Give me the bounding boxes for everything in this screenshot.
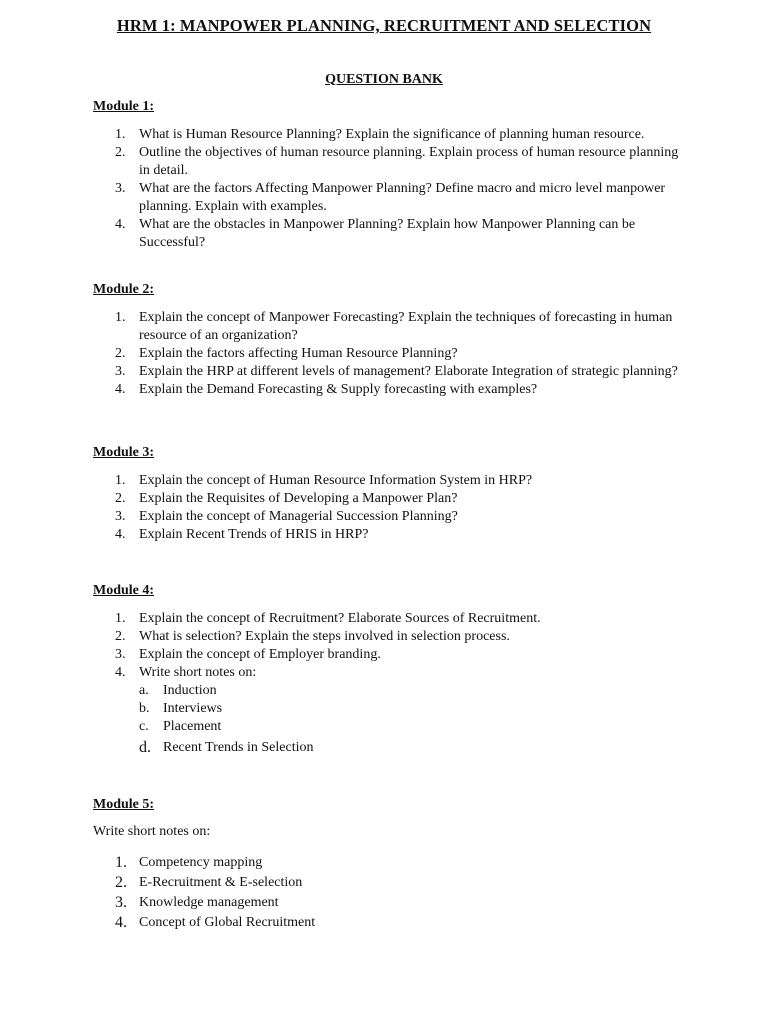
sub-item-letter: d. <box>139 739 151 756</box>
item-number: 4. <box>115 527 126 542</box>
list-item <box>93 628 683 646</box>
list-item <box>93 309 683 345</box>
list-item <box>93 526 683 544</box>
sub-list-item <box>93 718 683 736</box>
item-number: 3. <box>115 181 126 196</box>
module-2-list <box>93 309 683 399</box>
sub-item-text: Recent Trends in Selection <box>163 740 314 755</box>
module-4-heading: Module 4: <box>93 583 155 598</box>
item-text: Explain the concept of Manpower Forecasting? Explain the techniques of forecasting in human resource of an organization? <box>139 310 673 343</box>
list-item <box>93 610 683 628</box>
document-title: HRM 1: MANPOWER PLANNING, RECRUITMENT AND SELECTION <box>116 16 652 35</box>
item-number: 1. <box>115 854 127 871</box>
list-item <box>93 472 683 490</box>
list-item <box>93 381 683 399</box>
module-3-heading: Module 3: <box>93 445 155 460</box>
module-4-list <box>93 610 683 757</box>
item-text: Explain the concept of Managerial Succession Planning? <box>139 509 458 524</box>
item-text: Explain the concept of Recruitment? Elaborate Sources of Recruitment. <box>139 611 541 626</box>
item-text: Explain Recent Trends of HRIS in HRP? <box>139 527 369 542</box>
list-item <box>93 853 683 873</box>
item-text: Explain the factors affecting Human Resource Planning? <box>139 346 458 361</box>
item-text: What are the factors Affecting Manpower Planning? Define macro and micro level manpower planning. Explain with examples. <box>139 181 666 214</box>
item-number: 4. <box>115 217 126 232</box>
item-text: Explain the Demand Forecasting & Supply forecasting with examples? <box>139 382 538 397</box>
list-item <box>93 873 683 893</box>
item-text: Explain the Requisites of Developing a Manpower Plan? <box>139 491 458 506</box>
list-item <box>93 664 683 682</box>
sub-list-item <box>93 700 683 718</box>
item-text: Outline the objectives of human resource planning. Explain process of human resource planning in detail. <box>139 145 679 178</box>
list-item <box>93 893 683 913</box>
sub-item-text: Induction <box>163 683 217 698</box>
module-2-heading: Module 2: <box>93 282 155 297</box>
item-number: 2. <box>115 346 126 361</box>
list-item <box>93 508 683 526</box>
item-number: 1. <box>115 473 126 488</box>
module-1-list <box>93 126 683 252</box>
item-text: Concept of Global Recruitment <box>139 915 316 930</box>
list-item <box>93 913 683 933</box>
item-number: 2. <box>115 145 126 160</box>
item-text: Explain the concept of Human Resource Information System in HRP? <box>139 473 533 488</box>
item-number: 3. <box>115 509 126 524</box>
item-number: 1. <box>115 310 126 325</box>
item-text: E-Recruitment & E-selection <box>139 875 303 890</box>
list-item <box>93 144 683 180</box>
item-text: What are the obstacles in Manpower Planning? Explain how Manpower Planning can be Successful? <box>139 217 636 250</box>
sub-item-letter: b. <box>139 701 150 716</box>
item-text: Write short notes on: <box>139 665 257 680</box>
module-5-list <box>93 853 683 933</box>
item-number: 4. <box>115 914 127 931</box>
sub-list-item <box>93 739 683 757</box>
item-number: 1. <box>115 127 126 142</box>
sub-item-text: Interviews <box>163 701 223 716</box>
module-1-heading: Module 1: <box>93 99 155 114</box>
item-number: 2. <box>115 874 127 891</box>
item-text: Explain the concept of Employer branding. <box>139 647 381 662</box>
item-number: 4. <box>115 665 126 680</box>
item-text: What is Human Resource Planning? Explain the significance of planning human resource. <box>139 127 645 142</box>
sub-item-letter: a. <box>139 683 149 698</box>
sub-item-text: Placement <box>163 719 222 734</box>
item-text: Knowledge management <box>139 895 279 910</box>
list-item <box>93 216 683 252</box>
item-number: 1. <box>115 611 126 626</box>
document-subtitle: QUESTION BANK <box>325 72 443 87</box>
item-text: What is selection? Explain the steps involved in selection process. <box>139 629 510 644</box>
module-5-intro: Write short notes on: <box>93 824 211 839</box>
item-text: Competency mapping <box>139 855 263 870</box>
item-number: 3. <box>115 647 126 662</box>
sub-list-item <box>93 682 683 700</box>
list-item <box>93 180 683 216</box>
module-5-heading: Module 5: <box>93 797 155 812</box>
item-number: 2. <box>115 629 126 644</box>
list-item <box>93 345 683 363</box>
item-number: 3. <box>115 894 127 911</box>
item-number: 2. <box>115 491 126 506</box>
item-number: 4. <box>115 382 126 397</box>
list-item <box>93 126 683 144</box>
list-item <box>93 363 683 381</box>
item-text: Explain the HRP at different levels of management? Elaborate Integration of strategic planning? <box>139 364 678 379</box>
list-item <box>93 490 683 508</box>
item-number: 3. <box>115 364 126 379</box>
sub-item-letter: c. <box>139 719 149 734</box>
list-item <box>93 646 683 664</box>
module-3-list <box>93 472 683 544</box>
